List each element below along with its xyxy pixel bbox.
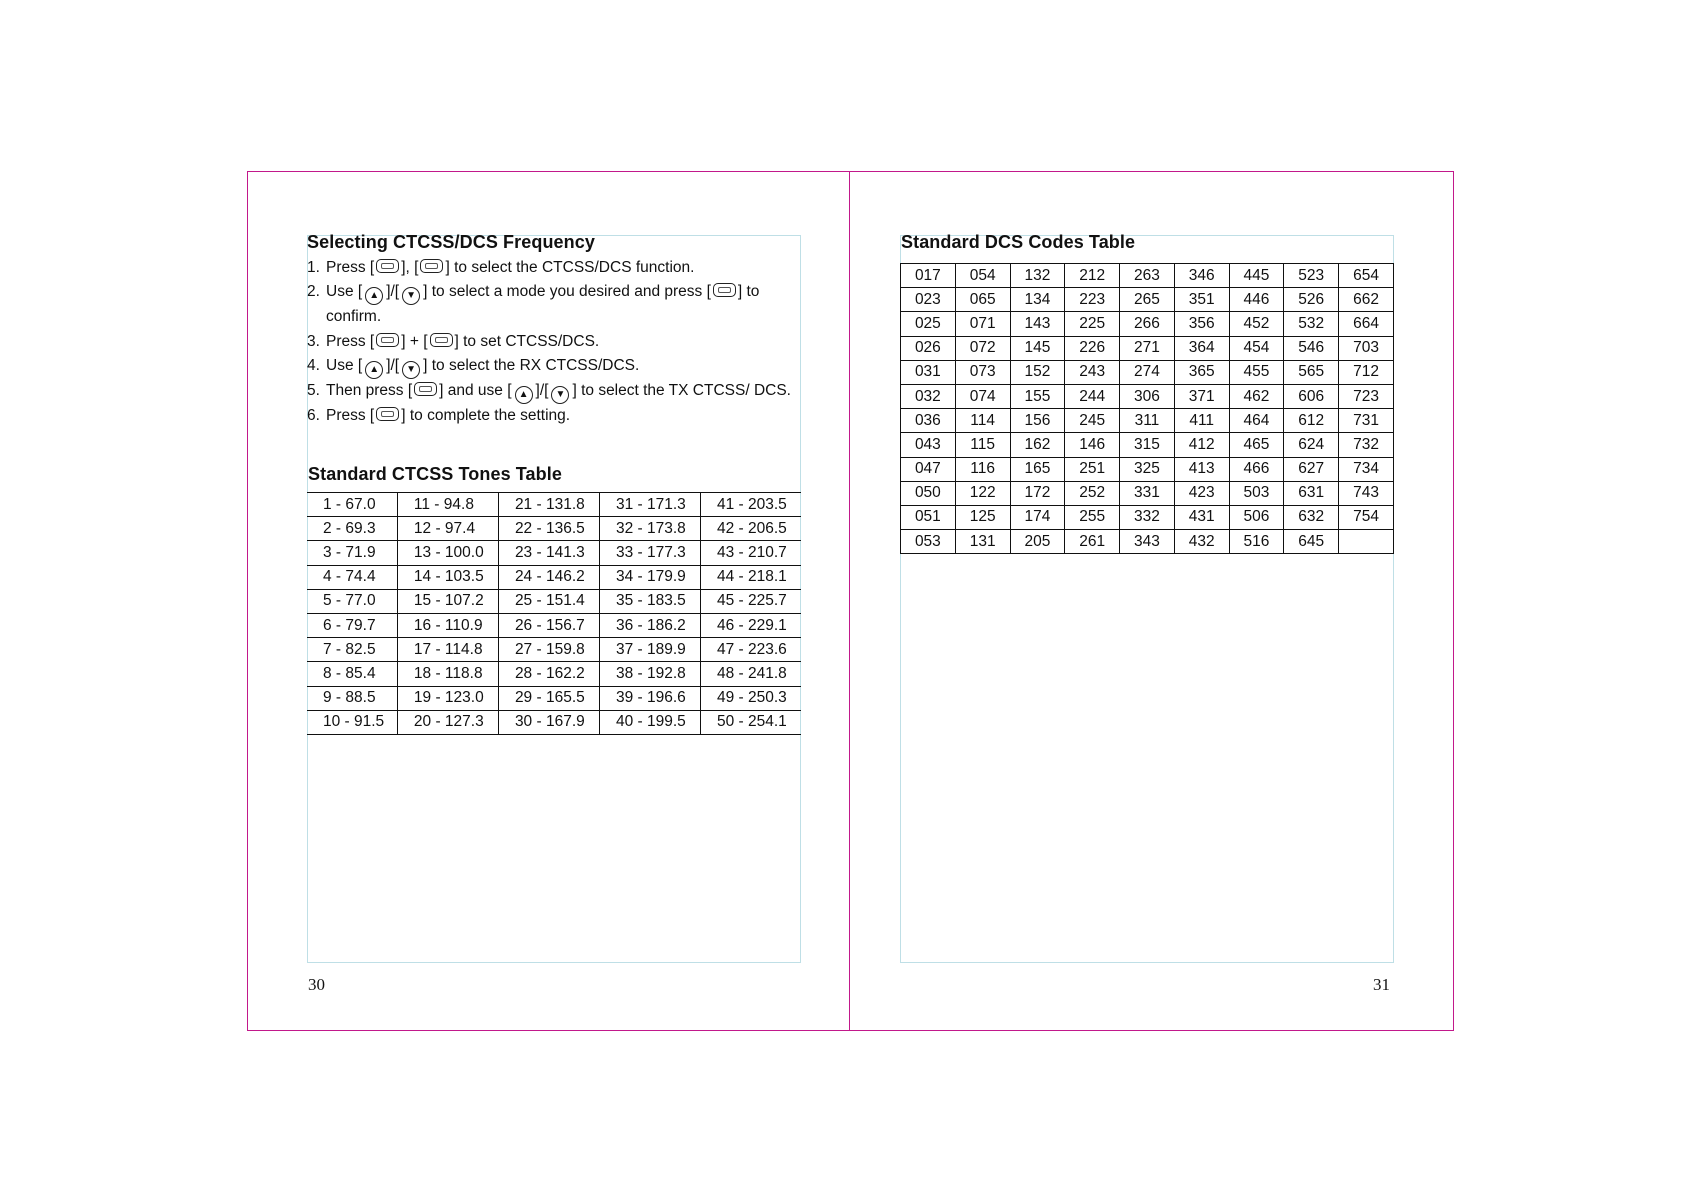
table-cell: 21 - 131.8 [498, 493, 599, 517]
step-4: 4. Use [ ▲ ]/[ ▼ ] to select the RX CTCSS/DCS. [307, 354, 799, 379]
table-cell: 6 - 79.7 [307, 613, 397, 637]
table-cell: 172 [1010, 481, 1065, 505]
table-cell: 311 [1120, 409, 1175, 433]
table-cell: 25 - 151.4 [498, 589, 599, 613]
table-cell: 155 [1010, 384, 1065, 408]
table-cell: 13 - 100.0 [397, 541, 498, 565]
table-cell: 30 - 167.9 [498, 710, 599, 734]
table-cell: 17 - 114.8 [397, 638, 498, 662]
table-cell: 162 [1010, 433, 1065, 457]
table-cell: 134 [1010, 288, 1065, 312]
table-heading-ctcss: Standard CTCSS Tones Table [308, 464, 562, 484]
table-cell: 343 [1120, 530, 1175, 554]
table-cell: 546 [1284, 336, 1339, 360]
table-cell: 10 - 91.5 [307, 710, 397, 734]
table-cell: 371 [1174, 384, 1229, 408]
table-cell: 205 [1010, 530, 1065, 554]
table-cell: 223 [1065, 288, 1120, 312]
table-cell: 346 [1174, 264, 1229, 288]
table-heading-dcs: Standard DCS Codes Table [901, 232, 1136, 252]
table-cell: 7 - 82.5 [307, 638, 397, 662]
table-cell: 464 [1229, 409, 1284, 433]
table-cell: 23 - 141.3 [498, 541, 599, 565]
table-cell: 712 [1339, 360, 1394, 384]
table-cell: 19 - 123.0 [397, 686, 498, 710]
table-cell: 18 - 118.8 [397, 662, 498, 686]
table-cell: 1 - 67.0 [307, 493, 397, 517]
table-cell: 42 - 206.5 [701, 517, 802, 541]
dcs-table-row [901, 433, 1394, 457]
table-cell: 3 - 71.9 [307, 541, 397, 565]
table-cell: 43 - 210.7 [701, 541, 802, 565]
table-cell: 38 - 192.8 [599, 662, 700, 686]
table-cell: 22 - 136.5 [498, 517, 599, 541]
table-cell: 664 [1339, 312, 1394, 336]
table-cell: 28 - 162.2 [498, 662, 599, 686]
table-cell: 146 [1065, 433, 1120, 457]
table-cell: 624 [1284, 433, 1339, 457]
menu-key-icon [376, 259, 399, 273]
table-cell: 411 [1174, 409, 1229, 433]
table-cell: 274 [1120, 360, 1175, 384]
table-cell: 41 - 203.5 [701, 493, 802, 517]
table-cell: 33 - 177.3 [599, 541, 700, 565]
step-6: 6. Press [ ] to complete the setting. [307, 406, 571, 424]
table-cell: 351 [1174, 288, 1229, 312]
table-cell: 506 [1229, 505, 1284, 529]
table-cell: 723 [1339, 384, 1394, 408]
table-cell: 165 [1010, 457, 1065, 481]
ctcss-table-row [307, 589, 801, 613]
table-cell: 125 [955, 505, 1010, 529]
table-cell: 565 [1284, 360, 1339, 384]
table-cell: 9 - 88.5 [307, 686, 397, 710]
dcs-table-row [901, 336, 1394, 360]
up-arrow-key-icon: ▲ [365, 287, 383, 305]
table-cell: 032 [901, 384, 956, 408]
table-cell: 026 [901, 336, 956, 360]
table-cell: 017 [901, 264, 956, 288]
table-cell: 043 [901, 433, 956, 457]
table-cell: 20 - 127.3 [397, 710, 498, 734]
table-cell: 465 [1229, 433, 1284, 457]
table-cell: 145 [1010, 336, 1065, 360]
dcs-table-row [901, 264, 1394, 288]
table-cell: 245 [1065, 409, 1120, 433]
table-cell: 047 [901, 457, 956, 481]
dcs-table-row [901, 384, 1394, 408]
table-cell: 45 - 225.7 [701, 589, 802, 613]
table-cell: 37 - 189.9 [599, 638, 700, 662]
table-cell: 27 - 159.8 [498, 638, 599, 662]
page-fold-line [849, 171, 850, 1031]
ctcss-table-row [307, 686, 801, 710]
dcs-table-row [901, 288, 1394, 312]
table-cell: 24 - 146.2 [498, 565, 599, 589]
table-cell: 356 [1174, 312, 1229, 336]
table-cell: 631 [1284, 481, 1339, 505]
table-cell: 29 - 165.5 [498, 686, 599, 710]
table-cell: 315 [1120, 433, 1175, 457]
table-cell: 445 [1229, 264, 1284, 288]
down-arrow-key-icon: ▼ [551, 386, 569, 404]
table-cell: 31 - 171.3 [599, 493, 700, 517]
table-cell: 35 - 183.5 [599, 589, 700, 613]
table-cell: 32 - 173.8 [599, 517, 700, 541]
step-5: 5. Then press [ ] and use [ ▲ ]/[ ▼ ] to select the TX CTCSS/ DCS. [307, 379, 799, 404]
table-cell: 526 [1284, 288, 1339, 312]
table-cell: 131 [955, 530, 1010, 554]
table-cell: 36 - 186.2 [599, 613, 700, 637]
table-cell: 332 [1120, 505, 1175, 529]
table-cell: 455 [1229, 360, 1284, 384]
table-cell: 364 [1174, 336, 1229, 360]
table-cell: 244 [1065, 384, 1120, 408]
step-3: 3. Press [ ] + [ ] to set CTCSS/DCS. [307, 332, 600, 350]
table-cell: 212 [1065, 264, 1120, 288]
table-cell: 462 [1229, 384, 1284, 408]
step-1: 1. Press [ ], [ ] to select the CTCSS/DCS function. [307, 259, 695, 276]
table-cell: 47 - 223.6 [701, 638, 802, 662]
ctcss-table-row [307, 613, 801, 637]
table-cell: 412 [1174, 433, 1229, 457]
dcs-table-row [901, 312, 1394, 336]
table-cell: 452 [1229, 312, 1284, 336]
table-cell: 11 - 94.8 [397, 493, 498, 517]
table-cell: 15 - 107.2 [397, 589, 498, 613]
table-cell: 053 [901, 530, 956, 554]
table-cell: 252 [1065, 481, 1120, 505]
table-cell: 243 [1065, 360, 1120, 384]
table-cell: 44 - 218.1 [701, 565, 802, 589]
table-cell: 065 [955, 288, 1010, 312]
table-cell: 46 - 229.1 [701, 613, 802, 637]
dcs-table-row [901, 360, 1394, 384]
table-cell: 662 [1339, 288, 1394, 312]
table-cell: 734 [1339, 457, 1394, 481]
table-cell: 263 [1120, 264, 1175, 288]
ctcss-table-row [307, 493, 801, 517]
dcs-table-row [901, 530, 1394, 554]
ctcss-table-row [307, 517, 801, 541]
table-cell: 431 [1174, 505, 1229, 529]
table-cell: 074 [955, 384, 1010, 408]
table-cell: 174 [1010, 505, 1065, 529]
table-cell: 16 - 110.9 [397, 613, 498, 637]
ctcss-table-row [307, 638, 801, 662]
table-cell: 26 - 156.7 [498, 613, 599, 637]
table-cell: 132 [1010, 264, 1065, 288]
confirm-key-icon [414, 382, 437, 396]
table-cell: 050 [901, 481, 956, 505]
page-number-right: 31 [1373, 975, 1390, 994]
page-number-left: 30 [308, 975, 325, 994]
table-cell: 051 [901, 505, 956, 529]
table-cell: 731 [1339, 409, 1394, 433]
table-cell: 49 - 250.3 [701, 686, 802, 710]
table-cell: 503 [1229, 481, 1284, 505]
table-cell: 116 [955, 457, 1010, 481]
table-cell: 251 [1065, 457, 1120, 481]
table-cell: 122 [955, 481, 1010, 505]
dcs-table-row [901, 505, 1394, 529]
table-cell: 331 [1120, 481, 1175, 505]
table-cell: 12 - 97.4 [397, 517, 498, 541]
function-key-icon [376, 333, 399, 347]
table-cell: 432 [1174, 530, 1229, 554]
table-cell: 627 [1284, 457, 1339, 481]
table-cell: 365 [1174, 360, 1229, 384]
table-cell: 39 - 196.6 [599, 686, 700, 710]
table-cell: 606 [1284, 384, 1339, 408]
dcs-codes-table [900, 263, 1394, 554]
table-cell: 073 [955, 360, 1010, 384]
confirm-key-icon [376, 407, 399, 421]
table-cell: 266 [1120, 312, 1175, 336]
table-cell: 031 [901, 360, 956, 384]
table-cell: 071 [955, 312, 1010, 336]
table-cell: 703 [1339, 336, 1394, 360]
table-cell: 265 [1120, 288, 1175, 312]
down-arrow-key-icon: ▼ [402, 361, 420, 379]
table-cell: 632 [1284, 505, 1339, 529]
table-cell: 5 - 77.0 [307, 589, 397, 613]
table-cell: 466 [1229, 457, 1284, 481]
ctcss-table-row [307, 565, 801, 589]
ctcss-table-row [307, 541, 801, 565]
ctcss-table-row [307, 662, 801, 686]
table-cell: 8 - 85.4 [307, 662, 397, 686]
up-arrow-key-icon: ▲ [365, 361, 383, 379]
table-cell: 226 [1065, 336, 1120, 360]
table-cell: 072 [955, 336, 1010, 360]
table-cell: 143 [1010, 312, 1065, 336]
dcs-table-row [901, 481, 1394, 505]
table-cell: 4 - 74.4 [307, 565, 397, 589]
table-cell: 446 [1229, 288, 1284, 312]
table-cell: 025 [901, 312, 956, 336]
table-cell: 156 [1010, 409, 1065, 433]
step-2: 2. Use [ ▲ ]/[ ▼ ] to select a mode you desired and press [ ] to confirm. [307, 283, 760, 326]
table-cell: 306 [1120, 384, 1175, 408]
table-cell: 423 [1174, 481, 1229, 505]
table-cell: 261 [1065, 530, 1120, 554]
table-cell: 225 [1065, 312, 1120, 336]
table-cell: 036 [901, 409, 956, 433]
ctcss-table-row [307, 710, 801, 734]
table-cell: 40 - 199.5 [599, 710, 700, 734]
table-cell: 152 [1010, 360, 1065, 384]
table-cell: 2 - 69.3 [307, 517, 397, 541]
dcs-table-row [901, 409, 1394, 433]
table-cell: 325 [1120, 457, 1175, 481]
table-cell: 271 [1120, 336, 1175, 360]
table-cell: 516 [1229, 530, 1284, 554]
table-cell: 48 - 241.8 [701, 662, 802, 686]
ctcss-tones-table [307, 492, 801, 735]
table-cell: 612 [1284, 409, 1339, 433]
section-heading-ctcss-dcs: Selecting CTCSS/DCS Frequency [307, 232, 595, 252]
table-cell: 115 [955, 433, 1010, 457]
dcs-table-row [901, 457, 1394, 481]
table-cell: 023 [901, 288, 956, 312]
table-cell: 054 [955, 264, 1010, 288]
table-cell: 14 - 103.5 [397, 565, 498, 589]
table-cell: 532 [1284, 312, 1339, 336]
up-arrow-key-icon: ▲ [515, 386, 533, 404]
table-cell: 732 [1339, 433, 1394, 457]
table-cell: 34 - 179.9 [599, 565, 700, 589]
table-cell: 654 [1339, 264, 1394, 288]
table-cell: 743 [1339, 481, 1394, 505]
table-cell: 645 [1284, 530, 1339, 554]
down-arrow-key-icon: ▼ [402, 287, 420, 305]
table-cell: 754 [1339, 505, 1394, 529]
table-cell: 454 [1229, 336, 1284, 360]
table-cell: 413 [1174, 457, 1229, 481]
table-cell [1339, 530, 1394, 554]
ctcss-key-icon [420, 259, 443, 273]
instruction-steps [307, 256, 799, 428]
ctcss-key-icon [430, 333, 453, 347]
table-cell: 114 [955, 409, 1010, 433]
table-cell: 255 [1065, 505, 1120, 529]
table-cell: 523 [1284, 264, 1339, 288]
confirm-key-icon [713, 283, 736, 297]
table-cell: 50 - 254.1 [701, 710, 802, 734]
